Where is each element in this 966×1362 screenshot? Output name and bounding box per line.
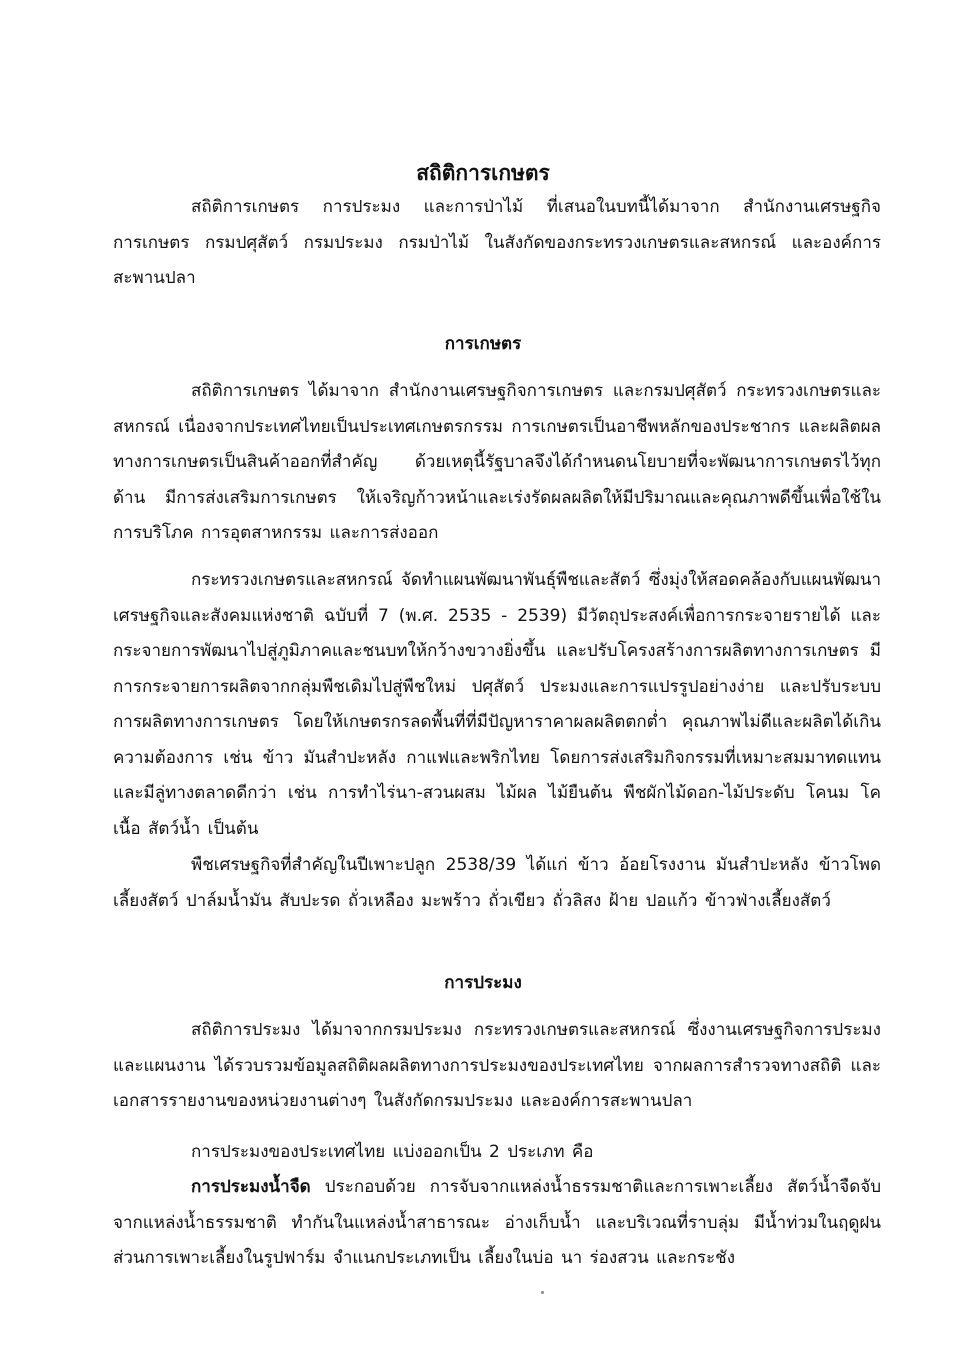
document-title: สถิติการเกษตร — [416, 161, 550, 185]
freshwater-paragraph — [113, 1170, 881, 1277]
agriculture-paragraph-1: สถิติการเกษตร ได้มาจาก สำนักงานเศรษฐกิจการเกษตร และกรมปศุสัตว์ กระทรวงเกษตรและสหกรณ์ เนื่องจากประเทศไทยเป็นประเทศเกษตรกรรม การเกษตรเป็นอาชีพหลักของประชากร และผลิตผลทางการเกษตรเป็นสินค้าออกที่สำคัญ ด้วยเหตุนี้รัฐบาลจึงได้กำหนดนโยบายที่จะพัฒนาการเกษตรไว้ทุกด้าน มีการส่งเสริมการเกษตร ให้เจริญก้าวหน้าและเร่งรัดผลผลิตให้มีปริมาณและคุณภาพดีขึ้นเพื่อใช้ในการบริโภค การอุตสาหกรรม และการส่งออก — [113, 381, 881, 543]
agriculture-paragraph-2: กระทรวงเกษตรและสหกรณ์ จัดทำแผนพัฒนาพันธุ์พืชและสัตว์ ซึ่งมุ่งให้สอดคล้องกับแผนพัฒนาเศรษฐกิจและสังคมแห่งชาติ ฉบับที่ 7 (พ.ศ. 2535 - 2539) มีวัตถุประสงค์เพื่อการกระจายรายได้ และกระจายการพัฒนาไปสู่ภูมิภาคและชนบทให้กว้างขวางยิ่งขึ้น และปรับโครงสร้างการผลิตทางการเกษตร มีการกระจายการผลิตจากกลุ่มพืชเดิมไปสู่พืชใหม่ ปศุสัตว์ ประมงและการแปรรูปอย่างง่าย และปรับระบบการผลิตทางการเกษตร โดยให้เกษตรกรลดพื้นที่ที่มีปัญหาราคาผลผลิตตกต่ำ คุณภาพไม่ดีและผลิตได้เกินความต้องการ เช่น ข้าว มันสำปะหลัง กาแฟและพริกไทย โดยการส่งเสริมกิจกรรมที่เหมาะสมมาทดแทน และมีลู่ทางตลาดดีกว่า เช่น การทำไร่นา-สวนผสม ไม้ผล ไม้ยืนต้น พืชผักไม้ดอก-ไม้ประดับ โคนม โคเนื้อ สัตว์น้ำ เป็นต้น — [113, 570, 881, 839]
agriculture-paragraph-3: พืชเศรษฐกิจที่สำคัญในปีเพาะปลูก 2538/39 ได้แก่ ข้าว อ้อยโรงงาน มันสำปะหลัง ข้าวโพดเลี้ยงสัตว์ ปาล์มน้ำมัน สับปะรด ถั่วเหลือง มะพร้าว ถั่วเขียว ถั่วลิสง ฝ้าย ปอแก้ว ข้าวฟ่างเลี้ยงสัตว์ — [113, 855, 881, 911]
freshwater-text: ประกอบด้วย การจับจากแหล่งน้ำธรรมชาติและการเพาะเลี้ยง สัตว์น้ำจืดจับจากแหล่งน้ำธรรมชาติ ทำกันในแหล่งน้ำสาธารณะ อ่างเก็บน้ำ และบริเวณที่ราบลุ่ม มีน้ำท่วมในฤดูฝน ส่วนการเพาะเลี้ยงในรูปฟาร์ม จำแนกประเภทเป็น เลี้ยงในบ่อ นา ร่องสวน และกระชัง — [113, 1177, 881, 1268]
fisheries-paragraph-2: การประมงของประเทศไทย แบ่งออกเป็น 2 ประเภท คือ — [191, 1142, 594, 1162]
scan-speck — [541, 1291, 544, 1294]
section-heading-agriculture: การเกษตร — [444, 334, 522, 354]
fisheries-paragraph-1: สถิติการประมง ได้มาจากกรมประมง กระทรวงเกษตรและสหกรณ์ ซึ่งงานเศรษฐกิจการประมงและแผนงาน ได้รวบรวมข้อมูลสถิติผลผลิตทางการประมงของประเทศไทย จากผลการสำรวจทางสถิติ และเอกสารรายงานของหน่วยงานต่างๆ ในสังกัดกรมประมง และองค์การสะพานปลา — [113, 1020, 881, 1111]
freshwater-lead: การประมงน้ำจืด — [191, 1177, 311, 1197]
intro-paragraph: สถิติการเกษตร การประมง และการป่าไม้ ที่เสนอในบทนี้ได้มาจาก สำนักงานเศรษฐกิจการเกษตร กรมปศุสัตว์ กรมประมง กรมป่าไม้ ในสังกัดของกระทรวงเกษตรและสหกรณ์ และองค์การสะพานปลา — [113, 197, 881, 288]
section-heading-fisheries: การประมง — [444, 973, 522, 993]
